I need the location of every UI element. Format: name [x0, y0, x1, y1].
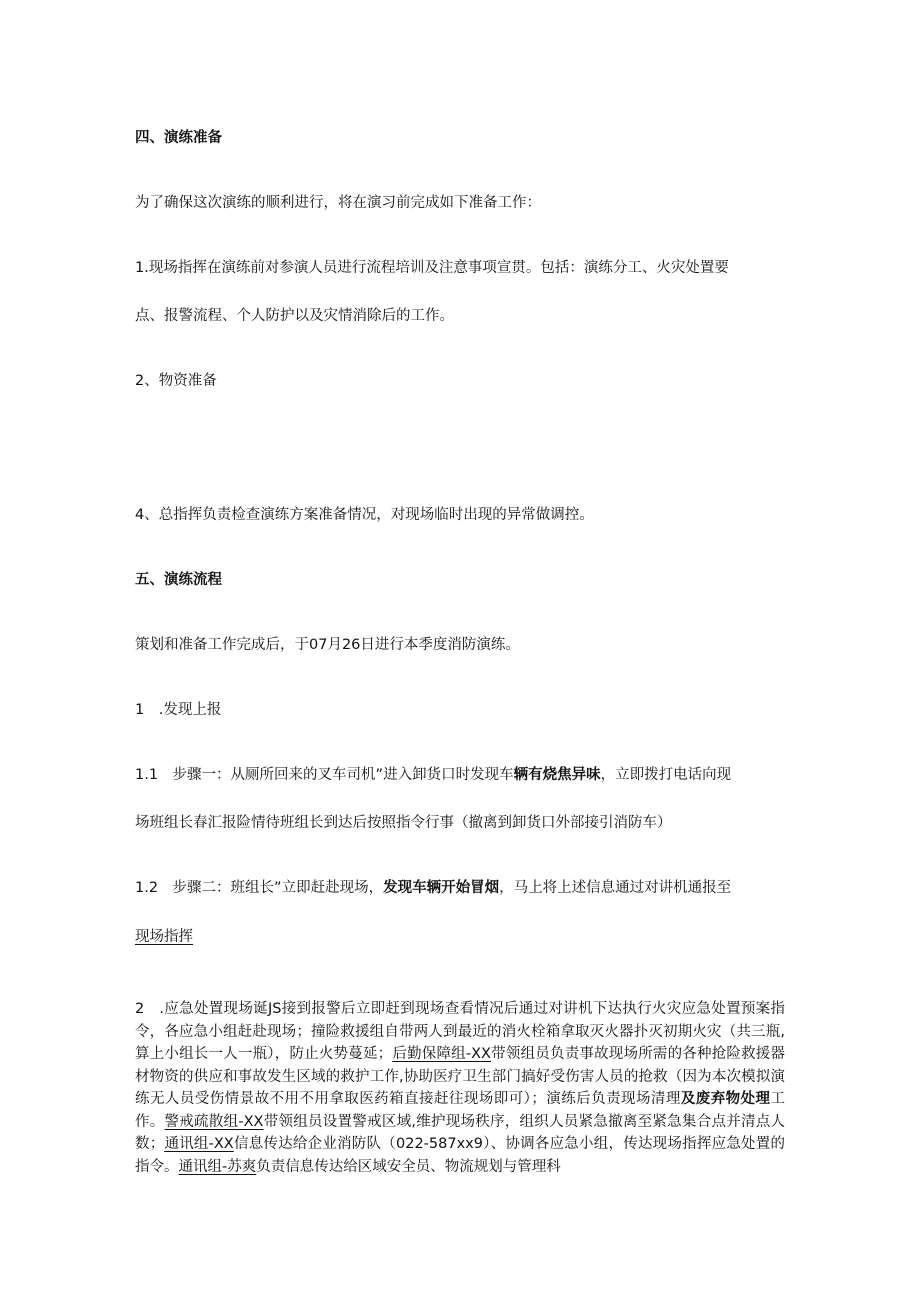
- section4-intro: 为了确保这次演练的顺利进行，将在演习前完成如下准备工作：: [135, 195, 541, 211]
- step-1-1-text: 1.1 步骤一：从厕所回来的叉车司机”进入卸货口时发现车: [135, 767, 514, 783]
- step-1-1-tail: ，立即拨打电话向现: [600, 767, 732, 783]
- item4: 4、总指挥负责检查演练方案准备情况，对现场临时出现的异常做调控。: [135, 507, 594, 523]
- step-1-2-line2: 现场指挥: [135, 929, 193, 945]
- step-1-1-line2: 场班组长春汇报险情待班组长到达后按照指令行事（撤离到卸货口外部接引消防车）: [135, 815, 672, 831]
- section5-intro: 策划和准备工作完成后，于07月26日进行本季度消防演练。: [135, 637, 520, 653]
- para2-text-6: 负责信息传达给区域安全员、物流规划与管理科: [256, 1158, 561, 1175]
- item1-line2: 点、报警流程、个人防护以及灾情消除后的工作。: [135, 308, 454, 324]
- para2-text-5: 信息传达给企业消防队（022-587xx9）、协调各应急小组，传达现场指挥应急处置的指令。: [135, 1136, 785, 1175]
- step-1-2-bold: 发现车辆开始冒烟: [383, 880, 500, 896]
- step-1-2-text: 1.2 步骤二：班组长”立即赶赴现场，: [135, 880, 384, 896]
- step1-title: 1 .发现上报: [135, 702, 222, 718]
- step-1-2-line1: [135, 878, 731, 898]
- section4-heading: 四、演练准备: [135, 130, 222, 146]
- emergency-response-paragraph: [135, 998, 785, 1178]
- para2-text-2: 带领组员负责事故现场所需的各种抢险救援器材物资的供应和事故发生区域的救护工作,协助医疗卫生部门搞好受伤害人员的抢救（因为本次模拟演练无人员受伤情景故不用不用拿取医药箱直接赶往现场即可）；演练后负责现场清理: [135, 1046, 786, 1107]
- logistics-group: 后勤保障组-XX: [392, 1046, 491, 1062]
- item1-line1: 1.现场指挥在演练前对参演人员进行流程培训及注意事项宣贯。包括：演练分工、火灾处置要: [135, 260, 729, 276]
- section5-heading: 五、演练流程: [135, 572, 222, 588]
- para2-text-4: 带领组员设置警戒区域,维护现场秩序，组织人员紧急撤离至紧急集合点并清点人数；: [135, 1113, 786, 1152]
- para2-text-3: 工作。: [135, 1091, 785, 1130]
- para2-text-1: 2 .应急处置现场诞JS接到报警后立即赶到现场查看情况后通过对讲机下达执行火灾应急处置预案指令，各应急小组赶赴现场；撞险救援组自带两人到最近的消火栓箱拿取灭火器扑灭初期火灾（共三瓶,算上小组长一人一瓶），防止火势蔓延；: [135, 1001, 785, 1062]
- evacuation-group: 警戒疏散组-XX: [164, 1113, 264, 1130]
- step-1-2-tail: ，马上将上述信息通过对讲机通报至: [499, 880, 732, 896]
- communication-group-suhuang: 通讯组-苏爽: [178, 1158, 257, 1175]
- step-1-1-bold: 辆有烧焦异味: [513, 767, 601, 783]
- communication-group: 通讯组-XX: [164, 1136, 234, 1152]
- step-1-1-line1: [135, 765, 731, 785]
- item2: 2、物资准备: [135, 373, 217, 389]
- waste-disposal-bold: 及废弃物处理: [680, 1091, 771, 1107]
